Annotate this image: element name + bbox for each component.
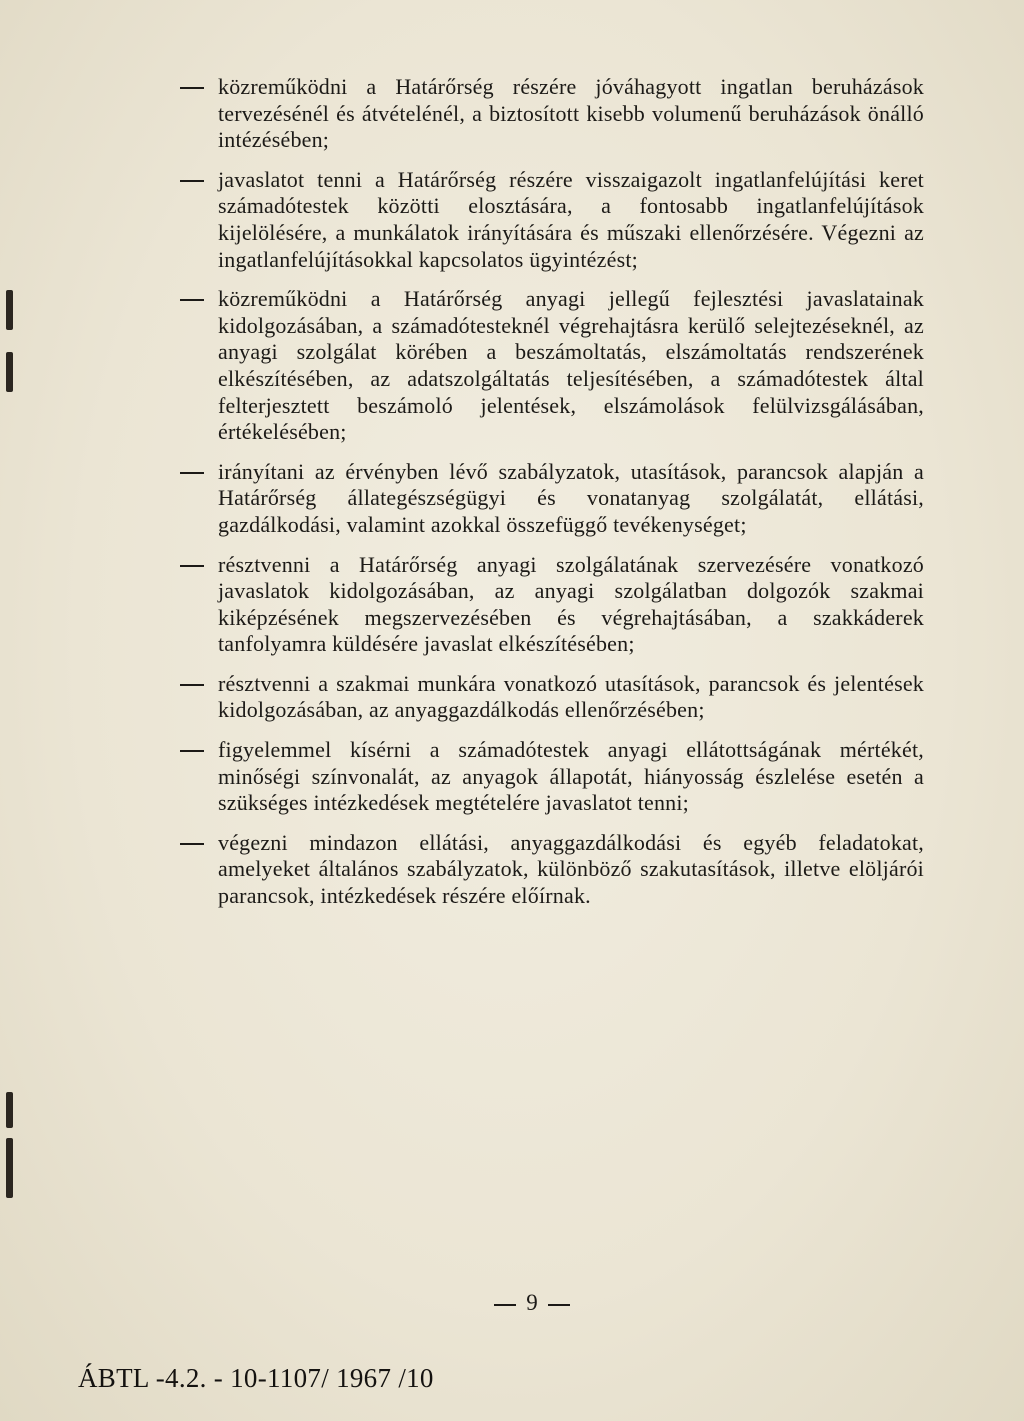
list-item-text: közreműködni a Határőrség részére jóváhagyott ingatlan beruházások tervezésénél és átvételénél, a biztosított kisebb volumenű beruházások önálló intézésében; (218, 74, 924, 153)
duty-list (180, 74, 924, 923)
page-number-dash (494, 1304, 516, 1306)
list-item-text: figyelemmel kísérni a számadótestek anyagi ellátottságának mértékét, minőségi színvonalát, az anyagok állapotát, hiányosság észlelése esetén a szükséges intézkedések megtételére javaslatot tenni; (218, 737, 924, 816)
list-item-text: javaslatot tenni a Határőrség részére visszaigazolt ingatlanfelújítási keret számadótestek közötti elosztására, a fontosabb ingatlanfelújítások kijelölésére, a munkálatok irányítására és műszaki ellenőrzésére. Végezni az ingatlanfelújításokkal kapcsolatos ügyintézést; (218, 166, 924, 272)
binding-mark (6, 1138, 13, 1198)
archive-reference: ÁBTL -4.2. - 10-1107/ 1967 /10 (78, 1363, 434, 1393)
list-item (180, 167, 924, 273)
list-item (180, 459, 924, 539)
page-number-value: 9 (526, 1290, 538, 1315)
binding-mark (6, 1092, 13, 1128)
list-item-text: végezni mindazon ellátási, anyaggazdálkodási és egyéb feladatokat, amelyeket általános szabályzatok, különböző szakutasítások, illetve elöljárói parancsok, intézkedések részére előírnak. (218, 829, 924, 909)
list-item-text: közreműködni a Határőrség anyagi jellegű fejlesztési javaslatainak kidolgozásában, a számadótesteknél végrehajtásra kerülő selejtezéseknél, az anyagi szolgálat körében a beszámoltatás, elszámoltatás rendszerének elkészítésében, az adatszolgáltatás teljesítésében, a számadótestek által felterjesztett beszámoló jelentések, elszámolások felülvizsgálásában, értékelésében; (218, 286, 924, 445)
binding-mark (6, 290, 13, 330)
list-item (180, 552, 924, 658)
binding-mark (6, 352, 13, 392)
list-item (180, 74, 924, 154)
page-number-dash (548, 1304, 570, 1306)
page-number (0, 1290, 1024, 1316)
list-item (180, 671, 924, 724)
list-item-text: résztvenni a Határőrség anyagi szolgálatának szervezésére vonatkozó javaslatok kidolgozásában, az anyagi szolgálatban dolgozók szakmai kiképzésének megszervezésében és végrehajtásában, a szakkáderek tanfolyamra küldésére javaslat elkészítésében; (218, 551, 924, 657)
list-item-text: irányítani az érvényben lévő szabályzatok, utasítások, parancsok alapján a Határőrség állategészségügyi és vonatanyag szolgálatát, ellátási, gazdálkodási, valamint azokkal összefüggő tevékenységet; (218, 458, 924, 537)
list-item (180, 737, 924, 817)
list-item-text: résztvenni a szakmai munkára vonatkozó utasítások, parancsok és jelentések kidolgozásában, az anyaggazdálkodás ellenőrzésében; (218, 670, 924, 723)
list-item (180, 830, 924, 910)
list-item (180, 286, 924, 446)
